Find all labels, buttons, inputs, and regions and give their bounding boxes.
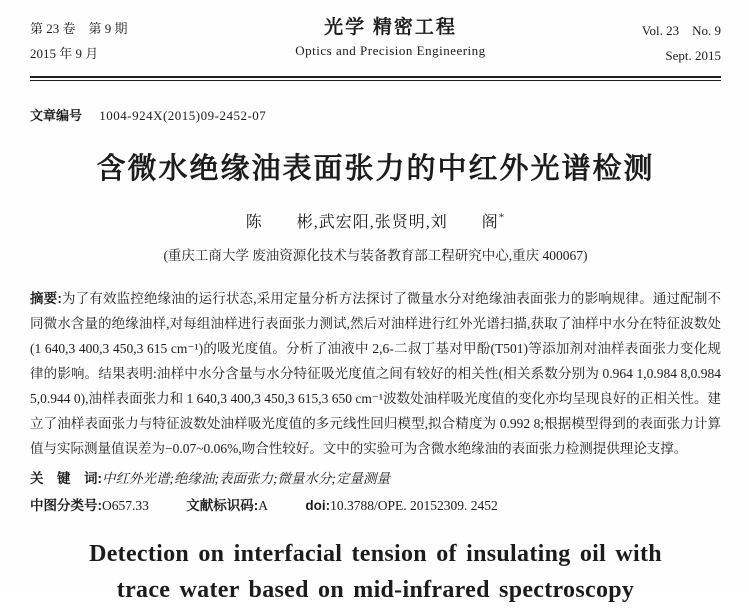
journal-title-en: Optics and Precision Engineering [295, 43, 486, 58]
abstract-text: 为了有效监控绝缘油的运行状态,采用定量分析方法探讨了微量水分对绝缘油表面张力的影响规律。通过配制不同微水含量的绝缘油样,对每组油样进行表面张力测试,然后对油样进行红外光谱扫描,获取了油样中水分在特征波数处(1 640,3 400,3 450,3 615 cm⁻¹)的吸光度值。分析了油液中 2,6-二叔丁基对甲酚(T501)等添加剂对油样表面张力变化规律的影响。结果表明:油样中水分含量与水分特征吸光度值之间有较好的相关性(相关系数分别为 0.964 1,0.984 8,0.984 5,0.944 0),油样表面张力和 1 640,3 400,3 450,3 615,3 650 cm⁻¹波数处油样吸光度值的变化亦均呈现良好的正相关性。建立了油样表面张力与特征波数处油样吸光度值的多元线性回归模型,拟合精度为 0.992 8;根据模型得到的表面张力计算值与实际测量值误差为−0.07~0.06%,吻合性较好。文中的实验可为含微水绝缘油的表面张力检测提供理论支撑。 [30, 291, 722, 456]
author-names: 陈 彬,武宏阳,张贤明,刘 阁 [245, 214, 499, 231]
article-number-label: 文章编号 [30, 108, 83, 123]
doc-code-segment [186, 498, 268, 513]
corresponding-author-mark: * [498, 211, 506, 224]
keywords-row [30, 467, 721, 491]
paper-title-en-line2: trace water based on mid-infrared spectroscopy [116, 577, 635, 603]
clc-value: O657.33 [102, 498, 149, 513]
abstract-label: 摘要: [30, 291, 62, 306]
volume-issue-en-block [581, 12, 721, 68]
paper-title-en [30, 536, 721, 608]
volume-issue-block [30, 12, 200, 66]
doi-value: 10.3788/OPE. 20152309. 2452 [330, 498, 498, 513]
doi-label: doi: [305, 498, 331, 513]
pub-date-cn: 2015 年 9 月 [30, 46, 99, 61]
clc-label: 中图分类号: [30, 498, 102, 513]
doc-code-value: A [258, 498, 268, 513]
article-number-row [30, 105, 721, 124]
paper-title-cn: 含微水绝缘油表面张力的中红外光谱检测 [96, 153, 655, 185]
paper-title-en-line1: Detection on interfacial tension of insulating oil with [89, 541, 662, 567]
clc-segment [30, 498, 149, 513]
journal-title-block [200, 12, 581, 59]
volume-issue-en: Vol. 23 No. 9 [641, 23, 721, 38]
journal-header [30, 12, 721, 68]
keywords-value: 中红外光谱;绝缘油;表面张力;微量水分;定量测量 [102, 471, 390, 486]
keywords-label: 关 键 词: [30, 471, 102, 486]
abstract-paragraph [30, 286, 721, 461]
authors-line [30, 209, 721, 232]
pub-date-en: Sept. 2015 [665, 48, 721, 63]
doc-code-label: 文献标识码: [186, 498, 259, 513]
header-divider [30, 76, 721, 81]
article-number-value: 1004-924X(2015)09-2452-07 [99, 108, 267, 123]
volume-issue-cn: 第 23 卷 第 9 期 [30, 21, 128, 36]
doi-segment [305, 498, 497, 513]
journal-title-cn: 光学 精密工程 [324, 17, 457, 38]
affiliation-line: (重庆工商大学 废油资源化技术与装备教育部工程研究中心,重庆 400067) [163, 248, 588, 263]
classification-row [30, 494, 721, 518]
